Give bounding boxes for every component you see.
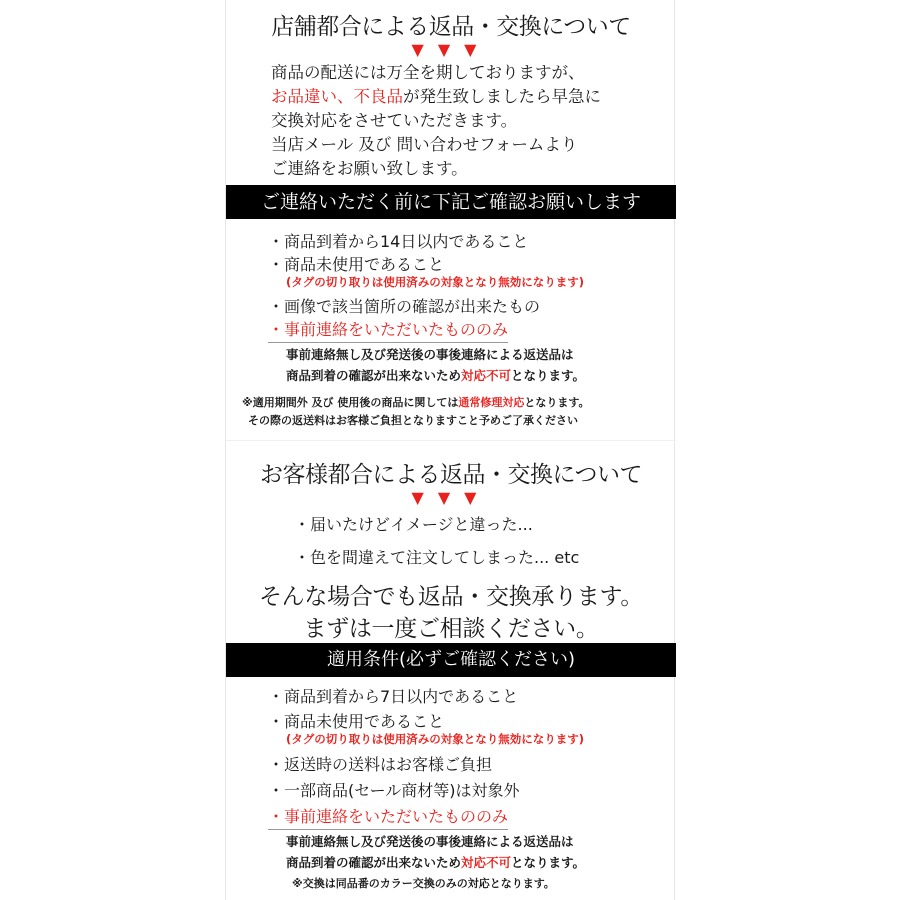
notice-line2-post: となります。 <box>511 855 586 870</box>
store-policy-line2 <box>271 85 601 109</box>
down-arrows-icon: ▼▼▼ <box>411 488 491 507</box>
accept-returns-message: そんな場合でも返品・交換承ります。 <box>258 584 644 610</box>
return-policy-panel <box>225 0 675 900</box>
condition-item-image: ・画像で該当箇所の確認が出来たもの <box>268 297 541 316</box>
defect-highlight: お品違い、不良品 <box>271 87 403 106</box>
down-arrows-icon: ▼▼▼ <box>411 40 491 59</box>
section-divider <box>226 440 676 441</box>
footnote-line1-post: となります。 <box>524 396 590 409</box>
condition-item-7days: ・商品到着から7日以内であること <box>268 687 519 706</box>
store-policy-line5: ご連絡をお願い致します。 <box>271 159 468 178</box>
notice-line2-post: となります。 <box>511 368 586 383</box>
conditions-bar: 適用条件(必ずご確認ください) <box>226 643 676 677</box>
footnote-line2: その際の返送料はお客様ご負担となりますこと予めご了承ください <box>248 414 578 427</box>
notice-line2 <box>286 366 585 384</box>
customer-policy-title: お客様都合による返品・交換について <box>259 462 643 488</box>
repair-highlight: 通常修理対応 <box>458 396 525 409</box>
tag-note: (タグの切り取りは使用済みの対象となり無効になります) <box>286 732 585 746</box>
notice-line1: 事前連絡無し及び発送後の事後連絡による返送品は <box>286 347 574 362</box>
condition-item-prior-contact: ・事前連絡をいただいたもののみ <box>268 317 508 343</box>
notice-line2-pre: 商品到着の確認が出来ないため <box>286 368 462 383</box>
not-accepted-highlight: 対応不可 <box>461 855 512 870</box>
confirm-before-contact-bar: ご連絡いただく前に下記ご確認お願いします <box>226 185 676 219</box>
consult-message: まずは一度ご相談ください。 <box>303 616 599 642</box>
footnote-line1 <box>242 394 589 410</box>
notice-line2 <box>286 853 585 871</box>
condition-item-unused: ・商品未使用であること <box>268 712 445 731</box>
footnote-line1-pre: ※適用期間外 及び 使用後の商品に関しては <box>242 396 459 409</box>
store-policy-line3: 交換対応をさせていただきます。 <box>271 111 518 130</box>
condition-item-prior-contact: ・事前連絡をいただいたもののみ <box>268 804 508 830</box>
example-image-differs: ・届いたけどイメージと違った... <box>294 515 533 534</box>
not-accepted-highlight: 対応不可 <box>461 368 512 383</box>
condition-item-shipping-fee: ・返送時の送料はお客様ご負担 <box>268 755 493 774</box>
notice-line1: 事前連絡無し及び発送後の事後連絡による返送品は <box>286 834 574 849</box>
store-policy-line1: 商品の配送には万全を期しておりますが、 <box>271 63 585 82</box>
store-policy-title: 店舗都合による返品・交換について <box>271 14 631 40</box>
condition-item-excluded: ・一部商品(セール商材等)は対象外 <box>268 781 520 800</box>
store-policy-line2-rest: が発生致しましたら早急に <box>403 87 601 106</box>
exchange-footnote: ※交換は同品番のカラー交換のみの対応となります。 <box>292 877 555 890</box>
condition-item-14days: ・商品到着から14日以内であること <box>268 232 529 251</box>
store-policy-line4: 当店メール 及び 問い合わせフォームより <box>271 135 578 154</box>
condition-item-unused: ・商品未使用であること <box>268 255 445 274</box>
example-wrong-color: ・色を間違えて注文してしまった... etc <box>294 548 580 567</box>
tag-note: (タグの切り取りは使用済みの対象となり無効になります) <box>286 275 585 289</box>
notice-line2-pre: 商品到着の確認が出来ないため <box>286 855 462 870</box>
